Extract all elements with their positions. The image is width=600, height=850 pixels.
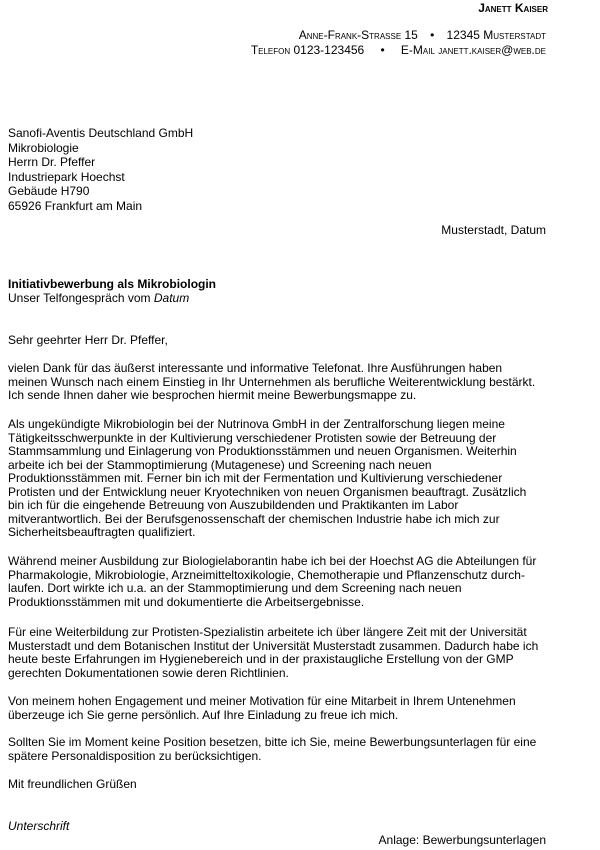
body-paragraph-3 xyxy=(8,555,548,609)
paragraph-line: Pharmakologie, Mikrobiologie, Arzneimitteltoxikologie, Chemotherapie und Pflanzenschutz durch- xyxy=(8,567,525,582)
sender-name: Janett Kaiser xyxy=(478,1,548,15)
salutation: Sehr geehrter Herr Dr. Pfeffer, xyxy=(8,333,168,347)
paragraph-line: Stammsammlung und Einlagerung von Produktionsstämmen und neuen Organismen. Weiterhin xyxy=(8,444,517,458)
sender-phone: Telefon 0123-123456 xyxy=(250,43,365,57)
paragraph-line: Von meinem hohen Engagement und meiner Motivation für eine Mitarbeit in Ihrem Untenehmen xyxy=(8,694,516,708)
recipient-line: Herrn Dr. Pfeffer xyxy=(8,155,96,169)
paragraph-line: arbeite ich bei der Stammoptimierung (Mutagenese) und Screening nach neuen xyxy=(8,457,432,472)
place-date: Musterstadt, Datum xyxy=(441,223,546,237)
paragraph-line: Produktionsstämmen mit und dokumentierte die Arbeitsergebnisse. xyxy=(8,594,365,609)
sender-city: 12345 Musterstadt xyxy=(446,28,546,42)
paragraph-line: mitverantwortlich. Bei der Berufsgenossenschaft der chemischen Industrie habe ich mich zur xyxy=(8,511,500,526)
closing: Mit freundlichen Grüßen xyxy=(8,777,137,791)
separator-dot: • xyxy=(380,43,385,57)
paragraph-line: überzeuge ich Sie gerne persönlich. Auf Ihre Einladung zu freue ich mich. xyxy=(8,707,399,722)
paragraph-line: gerechten Dokumentationen sowie deren Richtlinien. xyxy=(8,665,289,680)
paragraph-line: Musterstadt und dem Botanischen Institut der Universität Musterstadt zusammen. Dadurch habe ich xyxy=(8,638,539,653)
body-paragraph-4 xyxy=(8,626,548,680)
body-paragraph-1 xyxy=(8,362,548,403)
paragraph-line: Während meiner Ausbildung zur Biologielaborantin habe ich bei der Hoechst AG die Abteilungen für xyxy=(8,554,537,568)
paragraph-line: spätere Personaldisposition zu berücksichtigen. xyxy=(8,748,262,763)
sender-email: E-Mail janett.kaiser@web.de xyxy=(400,43,546,57)
body-paragraph-5 xyxy=(8,695,548,722)
paragraph-line: Protisten und der Entwicklung neuer Kryotechniken von neuen Organismen beauftragt. Zusätzlich xyxy=(8,484,527,499)
recipient-line: 65926 Frankfurt am Main xyxy=(8,198,143,213)
paragraph-line: Als ungekündigte Mikrobiologin bei der Nutrinova GmbH in der Zentralforschung liegen meine xyxy=(8,417,505,431)
recipient-address xyxy=(8,126,548,213)
paragraph-line: Produktionsstämmen mit. Ferner bin ich mit der Fermentation und Kultivierung verschiedener xyxy=(8,471,503,485)
paragraph-line: Sicherheitsbeauftragten qualifiziert. xyxy=(8,525,196,539)
paragraph-line: vielen Dank für das äußerst interessante und informative Telefonat. Ihre Ausführungen haben xyxy=(8,361,503,375)
recipient-line: Gebäude H790 xyxy=(8,184,90,198)
paragraph-line: Ich sende Ihnen daher wie besprochen hiermit meine Bewerbungsmappe zu. xyxy=(8,388,417,402)
signature: Unterschrift xyxy=(8,819,70,833)
body-paragraph-6 xyxy=(8,736,548,763)
subject-title: Initiativbewerbung als Mikrobiologin xyxy=(8,277,217,291)
paragraph-line: laufen. Dort wirkte ich u.a. an der Stammoptimierung und dem Screening nach neuen xyxy=(8,581,462,595)
reference-prefix: Unser Telfongespräch vom xyxy=(8,291,154,305)
subject-reference xyxy=(8,291,189,306)
recipient-line: Industriepark Hoechst xyxy=(8,169,125,184)
paragraph-line: Sollten Sie im Moment keine Position besetzen, bitte ich Sie, meine Bewerbungsunterlagen für eine xyxy=(8,735,537,749)
paragraph-line: bin ich für die eingehende Betreuung von Auszubildenden und Praktikanten im Labor xyxy=(8,498,459,512)
reference-date: Datum xyxy=(153,291,190,305)
recipient-line: Sanofi-Aventis Deutschland GmbH xyxy=(8,126,194,140)
paragraph-line: Für eine Weiterbildung zur Protisten-Spezialistin arbeitete ich über längere Zeit mit der Universität xyxy=(8,625,527,639)
separator-dot: • xyxy=(430,28,435,42)
paragraph-line: Tätigkeitsschwerpunkte in der Kultivierung verschiedener Protisten sowie der Betreuung der xyxy=(8,430,497,445)
sender-street: Anne-Frank-Strasse 15 xyxy=(298,28,418,42)
paragraph-line: meinen Wunsch nach einem Einstieg in Ihr Unternehmen als berufliche Weiterentwicklung bestärkt. xyxy=(8,374,536,389)
body-paragraph-2 xyxy=(8,418,548,540)
sender-contact-line xyxy=(251,43,546,58)
attachment-note: Anlage: Bewerbungsunterlagen xyxy=(378,833,546,847)
recipient-line: Mikrobiologie xyxy=(8,140,79,155)
paragraph-line: heute beste Erfahrungen im Hygienebereich und in der praxistaugliche Erstellung von der GMP xyxy=(8,652,514,666)
sender-address-line xyxy=(299,28,546,43)
